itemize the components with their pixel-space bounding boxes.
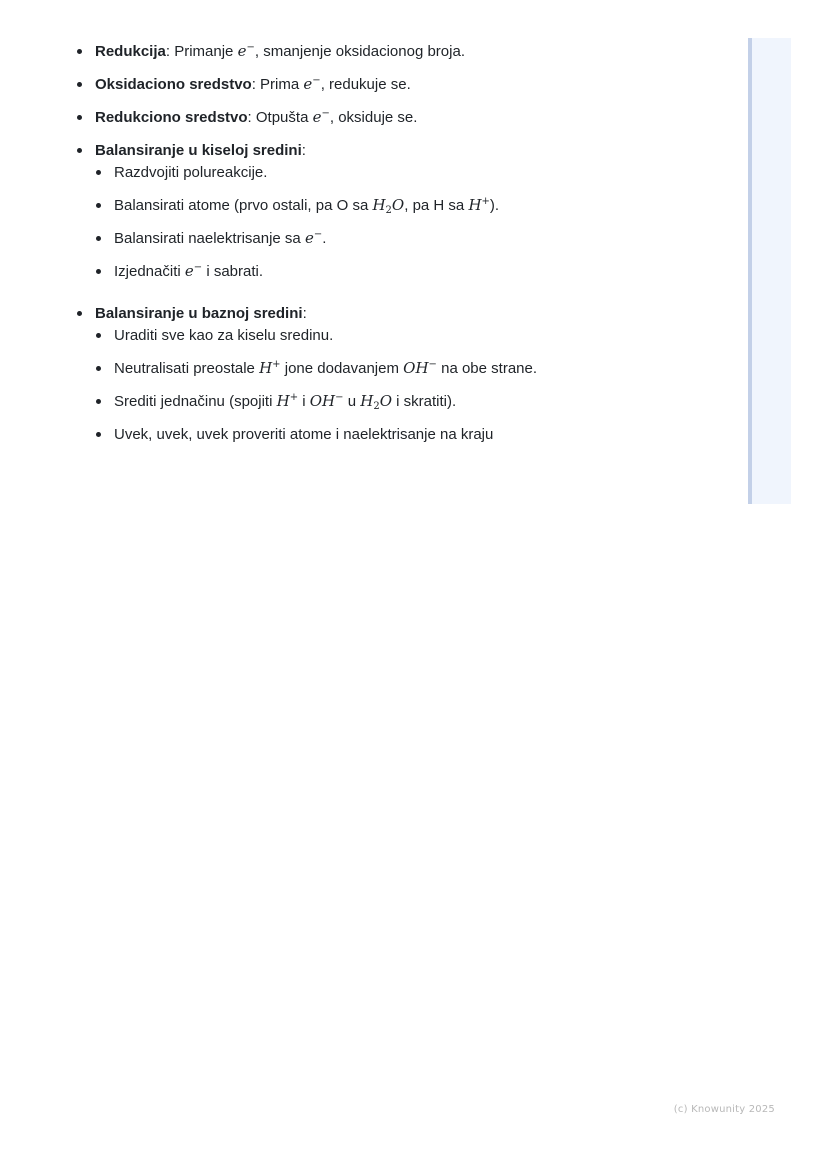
term: Balansiranje u kiseloj sredini: [95, 142, 302, 159]
list-item-redukcija: Redukcija: Primanje e−, smanjenje oksidacionog broja.: [76, 41, 736, 62]
term: Redukciono sredstvo: [95, 109, 248, 126]
base-step-3: Srediti jednačinu (spojiti H+ i OH− u $H_2O$ i skratiti).: [95, 391, 736, 412]
hydrogen-ion: H+: [468, 196, 490, 214]
electron-symbol: e−: [304, 229, 323, 247]
water-formula: $H_2O$: [360, 392, 392, 412]
electron-symbol: e−: [184, 262, 203, 280]
summary-list: [76, 41, 736, 466]
list-item-kisela-sredina: Balansiranje u kiseloj sredini: Razdvojiti polureakcije. Balansirati atome (prvo ostali, pa O sa $H_2O$, pa H sa H+). Balansirati naelektrisanje sa e−. Izjednačiti e− i sabrati.: [76, 140, 736, 282]
electron-symbol: e−: [312, 108, 330, 126]
list-item-bazna-sredina: Balansiranje u baznoj sredini: Uraditi sve kao za kiselu sredinu. Neutralisati preostale H+ jone dodavanjem OH− na obe strane. Srediti jednačinu (spojiti H+ i OH− u $H_2O$ i skratiti). Uvek, uvek, uvek proveriti atome i naelektrisanje na kraju: [76, 303, 736, 445]
copyright-footer: (c) Knowunity 2025: [673, 1104, 775, 1115]
hydroxide-ion: OH−: [403, 359, 437, 377]
acid-step-4: Izjednačiti e− i sabrati.: [95, 261, 736, 282]
list-item-oksidaciono-sredstvo: Oksidaciono sredstvo: Prima e−, redukuje se.: [76, 74, 736, 95]
acid-step-3: Balansirati naelektrisanje sa e−.: [95, 228, 736, 249]
hydrogen-ion: H+: [276, 392, 299, 410]
term: Redukcija: [95, 43, 166, 60]
base-steps-list: [95, 325, 736, 445]
list-item-redukciono-sredstvo: Redukciono sredstvo: Otpušta e−, oksiduje se.: [76, 107, 736, 128]
base-step-1: Uraditi sve kao za kiselu sredinu.: [95, 325, 736, 346]
electron-symbol: e−: [237, 42, 255, 60]
acid-steps-list: [95, 162, 736, 282]
base-step-2: Neutralisati preostale H+ jone dodavanjem OH− na obe strane.: [95, 358, 736, 379]
side-note-panel: [748, 38, 791, 504]
acid-step-2: Balansirati atome (prvo ostali, pa O sa $H_2O$, pa H sa H+).: [95, 195, 736, 216]
term: Oksidaciono sredstvo: [95, 76, 252, 93]
hydrogen-ion: H+: [259, 359, 281, 377]
water-formula: $H_2O$: [372, 196, 405, 216]
electron-symbol: e−: [303, 75, 321, 93]
base-step-4: Uvek, uvek, uvek proveriti atome i naelektrisanje na kraju: [95, 424, 736, 445]
term: Balansiranje u baznoj sredini: [95, 305, 303, 322]
hydroxide-ion: OH−: [309, 392, 344, 410]
acid-step-1: Razdvojiti polureakcije.: [95, 162, 736, 183]
